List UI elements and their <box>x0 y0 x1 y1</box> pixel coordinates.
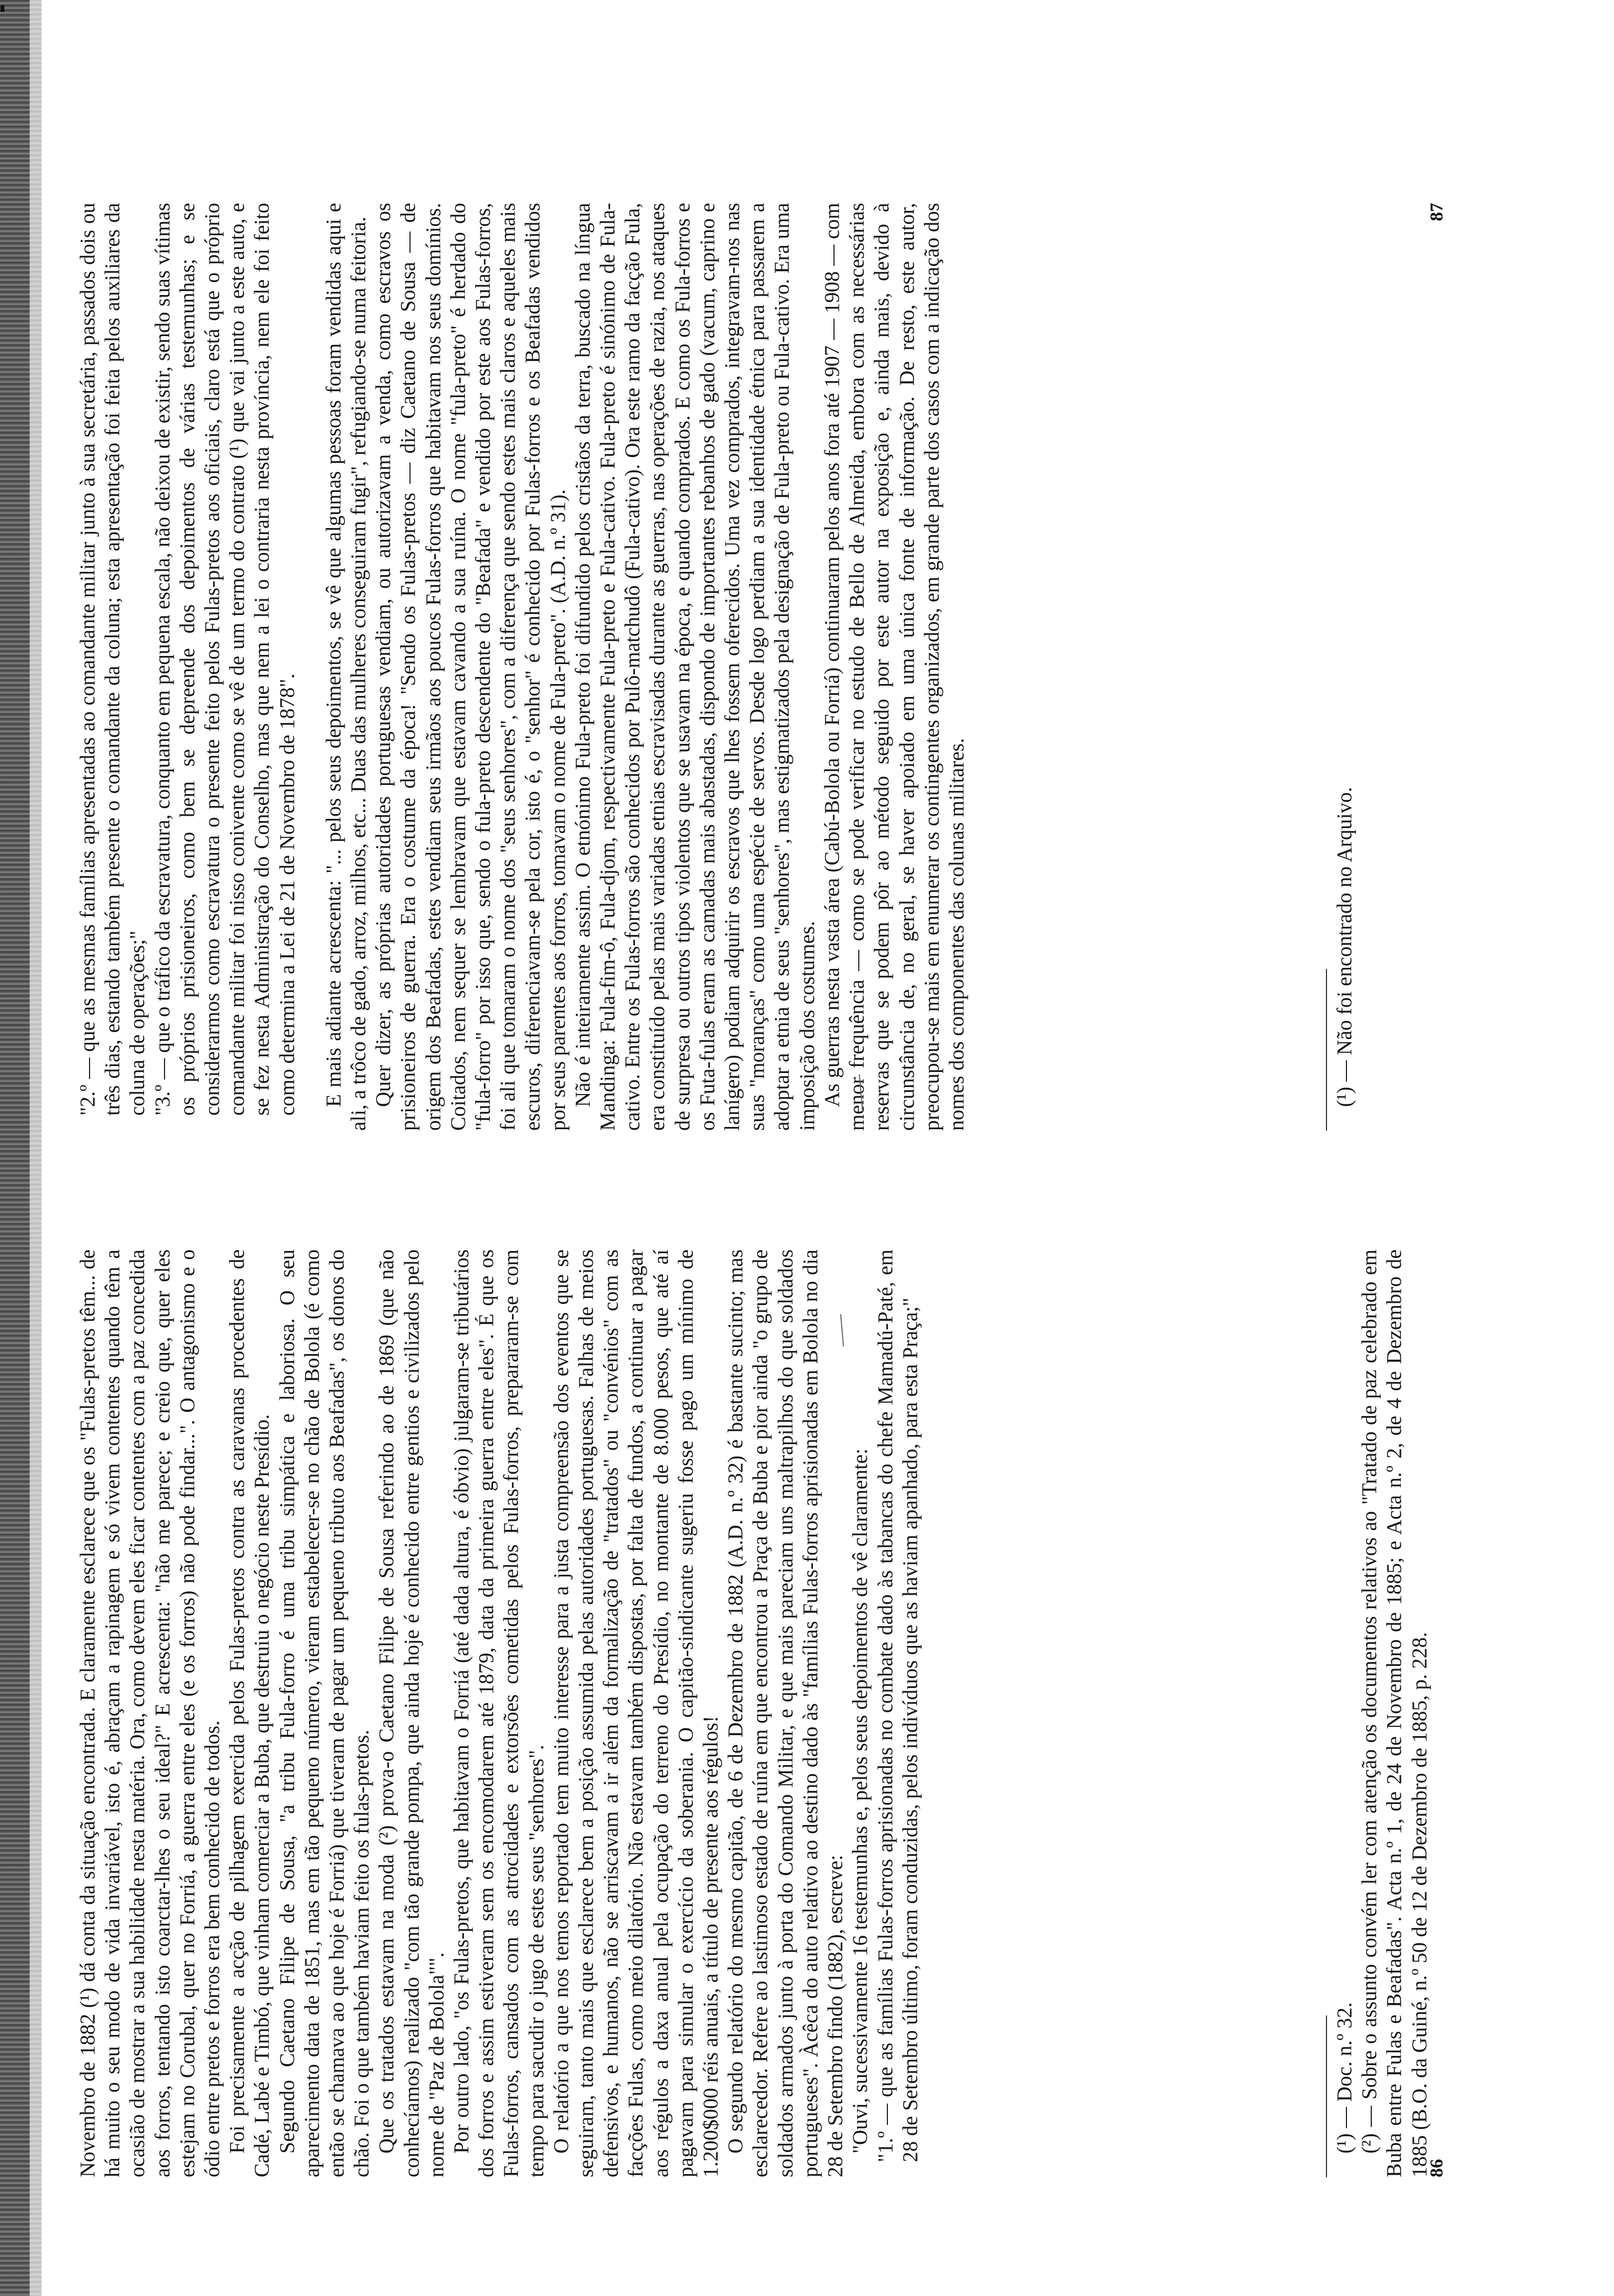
paragraph: E mais adiante acrescenta: "... pelos seus depoimentos, se vê que algumas pessoas foram vendidas aqui e ali, a trôco de gado, arroz, milhos, etc... Duas das mulheres conseguiram fugir", refugiando-se numa feitoria. <box>322 203 371 1131</box>
footnote: (²) — Sobre o assunto convém ler com atenção os documentos relativos ao "Tratado de paz celebrado em Buba entre Fulas e Beafadas". Acta n.º 1, de 24 de Novembro de 1885; e Acta n.º 2, de 4 de Dezembro de 1885 (B.O. da Guiné, n.º 50 de 12 de Dezembro de 1885, p. 228. <box>1358 1249 1431 2177</box>
paragraph: Não é inteiramente assim. O etnónimo Fula-preto foi difundido pelos cristãos da terra, buscado na língua Mandinga: Fula-fim-ô, Fula-djom, respectivamente Fula-preto e Fula-cativo. Fula-preto é sinónimo de Fula-cativo. Entre os Fulas-forros são conhecidos por Pulô-matchudô (Fula-cativo). Ora este ramo da facção Fula, era constituído pelas mais variadas etnias escravisadas durante as guerras, nas operações de razia, nos ataques de surpresa ou outros tipos violentos que se usavam na época, e quando comprados. E como os Fula-forros e os Futa-fulas eram as camadas mais abastadas, dispondo de importantes rebanhos de gado (vacum, caprino e lanígero) podiam adquirir os escravos que lhes fossem oferecidos. Uma vez comprados, integravam-nos nas suas "moranças" como uma espécie de servos. Desde logo perdiam a sua identidade étnica para passarem a adoptar a etnia de seus "senhores", mas estigmatizados pela designação de Fula-preto ou Fula-cativo. Era uma imposição dos costumes. <box>571 203 819 1131</box>
left-page <box>76 1249 1447 2177</box>
footnotes <box>1332 1249 1432 2177</box>
footnotes <box>1332 203 1357 1131</box>
footnote: (¹) — Doc. n.º 32. <box>1333 2002 1356 2154</box>
paragraph: O segundo relatório do mesmo capitão, de 6 de Dezembro de 1882 (A.D. n.º 32) é bastante sucinto; mas esclarecedor. Refere ao lastimoso estado de ruína em que encontrou a Praça de Buba e pior ainda "o grupo de soldados armados junto à porta do Comando Militar, e que mais pareciam uns maltrapilhos do que soldados portugueses". Àcêca do auto relativo ao destino dado às "famílias Fulas-forros aprisionadas em Bolola no dia 28 de Setembro findo (1882), escreve: <box>724 1249 847 2177</box>
quoted-item: "3.º — que o tráfico da escravatura, conquanto em pequena escala, não deixou de existir, sendo suas vítimas os próprios prisioneiros, como bem se depreende dos depoimentos de várias testemunhas; e se considerarmos como escravatura o presente feito pelos Fulas-pretos aos oficiais, claro está que o próprio comandante militar foi nisso conivente como se vê de um termo do contrato (¹) que vai junto a este auto, e se fez nesta Administração do Conselho, mas que nem a lei o contraria nesta província, nem ele foi feito como determina a Lei de 21 de Novembro de 1878". <box>151 203 299 1116</box>
page-number: 87 <box>1427 203 1447 221</box>
paragraph: As guerras nesta vasta área (Cabú-Bolola ou Forriá) continuaram pelos anos fora até 1907 — 1908 — com menor frequência — como se pode verificar no estudo de Bello de Almeida, embora com as necessárias reservas que se podem pôr ao método seguido por este autor na exposição e, ainda mais, devido à circunstância de, no geral, se haver apoiado em uma única fonte de informação. De resto, este autor, preocupou-se mais em enumerar os contingentes organizados, em grande parte dos casos com a indicação dos nomes dos componentes das colunas militares. <box>820 203 968 1131</box>
right-page <box>76 203 1447 1131</box>
paragraph: "Ouvi, sucessivamente 16 testemunhas e, pelos seus depoimentos de vê claramente: <box>849 1448 872 2154</box>
footnote-rule <box>1326 969 1327 1131</box>
paragraph: Por outro lado, "os Fulas-pretos, que habitavam o Forriá (até dada altura, é óbvio) julgaram-se tributários dos forros e assim estiveram sem os encomodarem até 1879, data da primeira guerra entre eles". É que os Fulas-forros, cansados com as atrocidades e extorsões cometidas pelos Fulas-forros, prepararam-se com tempo para sacudir o jugo de estes seus "senhores". <box>450 1249 548 2177</box>
footnote-rule <box>1326 2015 1327 2177</box>
page-number: 86 <box>1427 2159 1447 2177</box>
footnote: (¹) — Não foi encontrado no Arquivo. <box>1333 787 1356 1107</box>
paragraph: Quer dizer, as próprias autoridades portuguesas vendiam, ou autorizavam a venda, como escravos os prisioneiros de guerra. Era o costume da época! "Sendo os Fulas-pretos — diz Caetano de Sousa — de origem dos Beafadas, estes vendiam seus irmãos aos poucos Fulas-forros que habitavam nos seus domínios. Coitados, nem sequer se lembravam que estavam cavando a sua ruína. O nome "fula-preto" é herdado do "fula-forro" por isso que, sendo o fula-preto descendente do "Beafada" e vendido por este aos Fulas-forros, foi ali que tomaram o nome dos "seus senhores", com a diferença que sendo estes mais claros e aqueles mais escuros, diferenciavam-se pela cor, isto é, o "senhor" é conhecido por Fulas-forros e os Beafadas vendidos por seus parentes aos forros, tomavam o nome de Fula-preto". (A.D. n.º 31). <box>372 203 570 1131</box>
quoted-item: "2.º — que as mesmas famílias apresentadas ao comandante militar junto à sua secretária, passados dois ou três dias, estando também presente o comandante da coluna; esta apresentação foi feita pelos auxiliares da coluna de operações;" <box>76 203 149 1116</box>
paragraph: Foi precisamente a acção de pilhagem exercida pelos Fulas-pretos contra as caravanas procedentes de Cadé, Labé e Timbó, que vinham comerciar a Buba, que destruiu o negócio neste Presídio. <box>225 1249 274 2177</box>
paragraph: Segundo Caetano Filipe de Sousa, "a tribu Fula-forro é uma tribu simpática e laboriosa. O seu aparecimento data de 1851, mas em tão pequeno número, vieram estabelecer-se no chão de Bolola (é como então se chamava ao que hoje é Forriá) que tiveram de pagar um pequeno tributo aos Beafadas", os donos do chão. Foi o que também haviam feito os fulas-pretos. <box>275 1249 374 2177</box>
paragraph: Que os tratados estavam na moda (²) prova-o Caetano Filipe de Sousa referindo ao de 1869 (que não conhecíamos) realizado "com tão grande pompa, que ainda hoje é conhecido entre gentios e civilizados pelo nome de "Paz de Bolola"". <box>375 1249 448 2177</box>
paragraph: Novembro de 1882 (¹) dá conta da situação encontrada. E claramente esclarece que os "Fulas-pretos têm... de há muito o seu modo de vida invariável, isto é, abraçam a rapinagem e só vivem contentes quando têm a ocasião de mostrar a sua habilidade nesta matéria. Ora, como devem eles ficar contentes com a paz concedida aos forros, tentando isto coarctar-lhes o seu ideal?" E acrescenta: "não me parece; e creio que, quer eles estejam no Corubal, quer no Forriá, a guerra entre eles (e os forros) não pode findar...". O antagonismo e o ódio entre pretos e forros era bem conhecido de todos. <box>76 1249 224 2177</box>
quoted-item: "1.º — que as famílias Fulas-forros aprisionadas no combate dado às tabancas do chefe Mamadú-Paté, em 28 de Setembro último, foram conduzidas, pelos indivíduos que as haviam apanhado, para esta Praça;" <box>873 1249 922 2162</box>
paragraph: O relatório a que nos temos reportado tem muito interesse para a justa compreensão dos eventos que se seguiram, tanto mais que esclarece bem a posição assumida pelas autoridades portuguesas. Falhas de meios defensivos, e humanos, não se arriscavam a ir além da formalização de "tratados" ou "convénios" com as facções Fulas, como meio dilatório. Não estavam também dispostas, por falta de fundos, a continuar a pagar aos régulos a daxa anual pela ocupação do terreno do Presídio, no montante de 8.000 pesos, que até aí pagavam para simular o exercício da soberania. O capitão-sindicante sugeriu fosse pago um mínimo de 1.200$000 réis anuais, a título de presente aos régulos! <box>549 1249 723 2177</box>
